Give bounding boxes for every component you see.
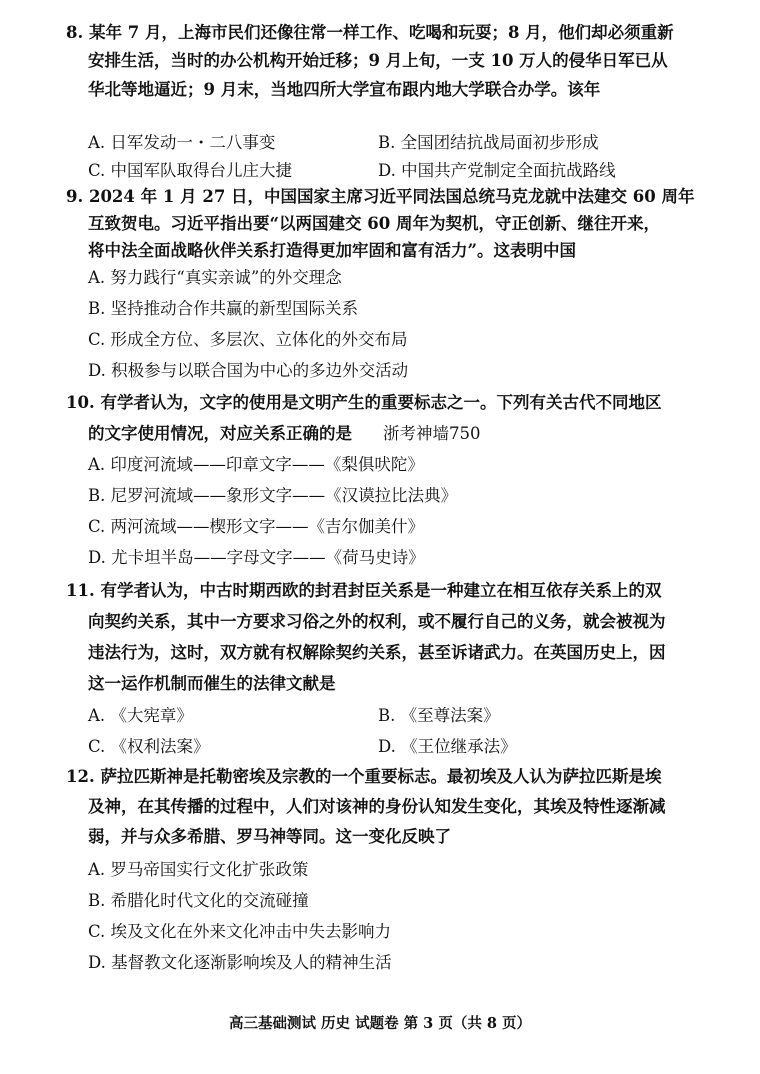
q8-option-b: B. 全国团结抗战局面初步形成 bbox=[378, 133, 599, 152]
q10-stem-line-1: 10. 有学者认为，文字的使用是文明产生的重要标志之一。下列有关古代不同地区 bbox=[66, 393, 662, 412]
q9-stem-line-2: 互致贺电。习近平指出要“以两国建交 60 周年为契机，守正创新、继往开来， bbox=[88, 214, 660, 233]
q12-stem-line-2: 及神，在其传播的过程中，人们对该神的身份认知发生变化，其埃及特性逐渐减 bbox=[88, 797, 666, 816]
q12-stem-line-3: 弱，并与众多希腊、罗马神等同。这一变化反映了 bbox=[88, 827, 451, 846]
page-footer: 高三基础测试 历史 试题卷 第 3 页（共 8 页） bbox=[228, 1015, 531, 1032]
q11-stem-line-4: 这一运作机制而催生的法律文献是 bbox=[88, 674, 336, 693]
q12-option-a: A. 罗马帝国实行文化扩张政策 bbox=[88, 860, 309, 879]
q12-option-d: D. 基督教文化逐渐影响埃及人的精神生活 bbox=[88, 953, 392, 972]
q9-option-a: A. 努力践行“真实亲诚”的外交理念 bbox=[88, 268, 342, 287]
q10-option-b: B. 尼罗河流域——象形文字——《汉谟拉比法典》 bbox=[88, 486, 458, 505]
q12-stem-line-1: 12. 萨拉匹斯神是托勒密埃及宗教的一个重要标志。最初埃及人认为萨拉匹斯是埃 bbox=[66, 767, 662, 786]
q11-option-a: A. 《大宪章》 bbox=[88, 706, 193, 725]
q11-stem-line-1: 11. 有学者认为，中古时期西欧的封君封臣关系是一种建立在相互依存关系上的双 bbox=[66, 581, 662, 600]
q10-option-d: D. 尤卡坦半岛——字母文字——《荷马史诗》 bbox=[88, 548, 425, 567]
q9-stem-line-3: 将中法全面战略伙伴关系打造得更加牢固和富有活力”。这表明中国 bbox=[88, 241, 576, 260]
q9-option-d: D. 积极参与以联合国为中心的多边外交活动 bbox=[88, 361, 409, 380]
q8-option-a: A. 日军发动一・二八事变 bbox=[88, 133, 276, 152]
q9-option-c: C. 形成全方位、多层次、立体化的外交布局 bbox=[88, 330, 408, 349]
q12-option-c: C. 埃及文化在外来文化冲击中失去影响力 bbox=[88, 922, 392, 941]
q9-option-b: B. 坚持推动合作共赢的新型国际关系 bbox=[88, 299, 359, 318]
q10-option-c: C. 两河流域——楔形文字——《吉尔伽美什》 bbox=[88, 517, 425, 536]
q10-option-a: A. 印度河流域——印章文字——《梨俱吠陀》 bbox=[88, 455, 424, 474]
q11-stem-line-3: 违法行为，这时，双方就有权解除契约关系，甚至诉诸武力。在英国历史上，因 bbox=[88, 643, 666, 662]
q10-stem-line-2: 的文字使用情况，对应关系正确的是 bbox=[88, 424, 352, 443]
q8-option-c: C. 中国军队取得台儿庄大捷 bbox=[88, 161, 293, 180]
q11-stem-line-2: 向契约关系，其中一方要求习俗之外的权利，或不履行自己的义务，就会被视为 bbox=[88, 612, 666, 631]
q12-option-b: B. 希腊化时代文化的交流碰撞 bbox=[88, 891, 309, 910]
q9-stem-line-1: 9. 2024 年 1 月 27 日，中国国家主席习近平同法国总统马克龙就中法建交 60 周年 bbox=[66, 187, 695, 206]
q8-stem-line-3: 华北等地逼近；9 月末，当地四所大学宣布跟内地大学联合办学。该年 bbox=[88, 80, 601, 99]
q8-option-d: D. 中国共产党制定全面抗战路线 bbox=[378, 161, 616, 180]
q8-stem-line-2: 安排生活，当时的办公机构开始迁移；9 月上旬，一支 10 万人的侵华日军已从 bbox=[88, 51, 668, 70]
q11-option-c: C. 《权利法案》 bbox=[88, 737, 210, 756]
q11-option-d: D. 《王位继承法》 bbox=[378, 737, 517, 756]
q8-stem-line-1: 8. 某年 7 月，上海市民们还像往常一样工作、吃喝和玩耍；8 月，他们却必须重新 bbox=[66, 23, 674, 42]
q11-option-b: B. 《至尊法案》 bbox=[378, 706, 500, 725]
q10-stem-note: 浙考神墙750 bbox=[383, 424, 481, 443]
